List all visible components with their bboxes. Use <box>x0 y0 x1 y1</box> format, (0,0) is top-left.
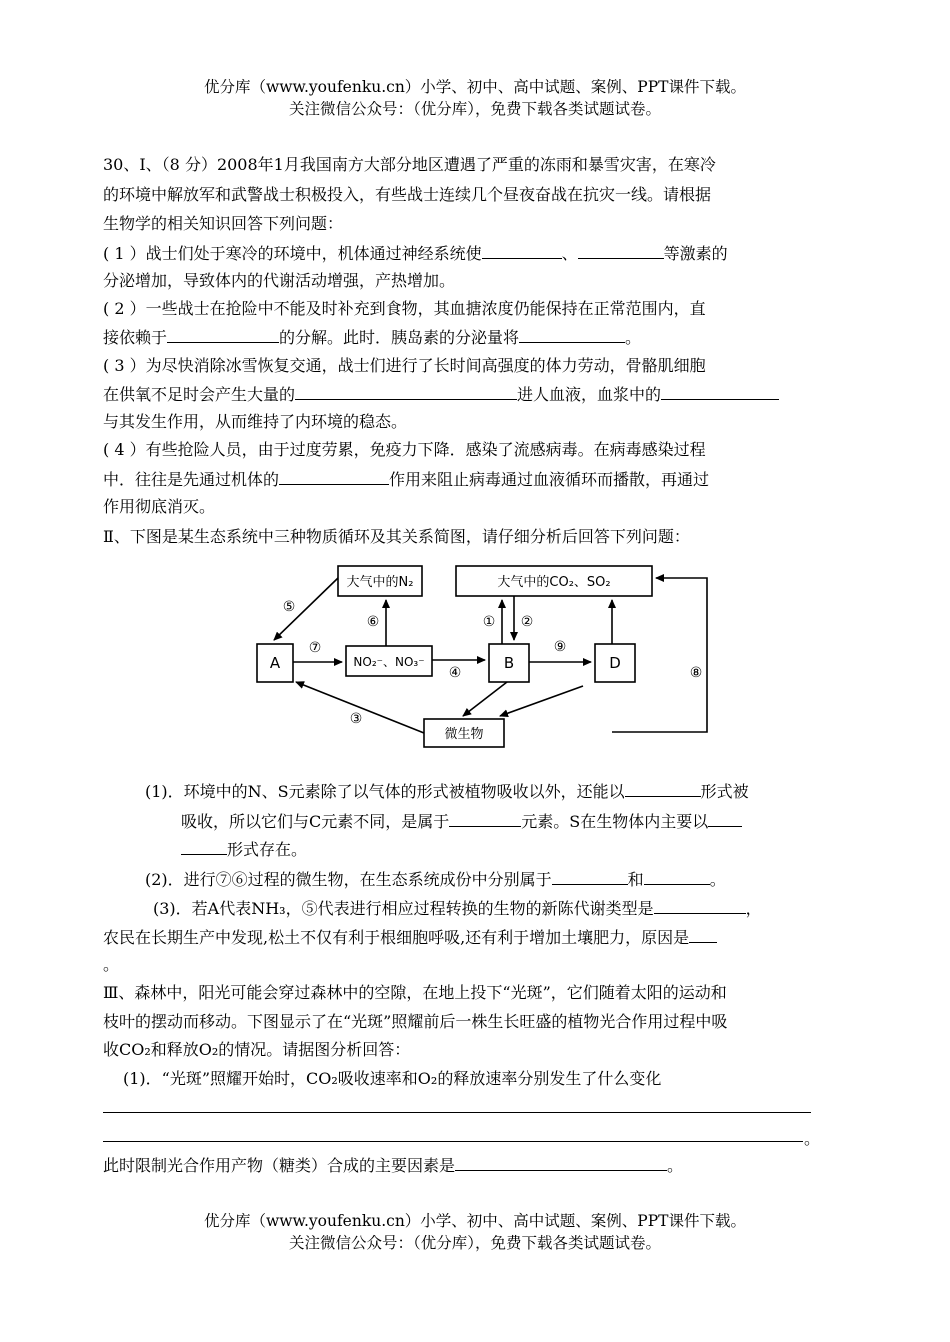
part2-q1-text-d: 元素。S在生物体内主要以 <box>521 812 709 831</box>
answer-blank-s-form-b[interactable] <box>181 836 227 855</box>
part2-q3-text-b: ， <box>745 899 762 918</box>
label-nox: NO₂⁻、NO₃⁻ <box>353 655 425 669</box>
part3-q1-text: (1)．“光斑”照耀开始时，CO₂吸收速率和O₂的释放速率分别发生了什么变化 <box>123 1069 662 1088</box>
answer-line-end-mark: 。 <box>804 1129 821 1148</box>
arrow-8 <box>612 578 707 732</box>
label-microbe: 微生物 <box>444 727 484 742</box>
num-2: ② <box>520 614 534 630</box>
part3-q1b-text: 此时限制光合作用产物（糖类）合成的主要因素是 <box>103 1156 456 1175</box>
label-co2-box: 大气中的CO₂、SO₂ <box>497 575 611 590</box>
num-6: ⑥ <box>366 614 380 630</box>
footer-line-1: 优分库（www.youfenku.cn）小学、初中、高中试题、案例、PPT课件下载。 <box>203 1212 747 1230</box>
q30-p4-text-b: 中．往往是先通过机体的 <box>103 470 280 489</box>
part2-q1-text-a: (1)．环境中的N、S元素除了以气体的形式被植物吸收以外，还能以 <box>145 782 625 801</box>
part2-intro: Ⅱ、下图是某生态系统中三种物质循环及其关系简图，请仔细分析后回答下列问题： <box>103 527 690 546</box>
q30-p1-text-c: 分泌增加，导致体内的代谢活动增强，产热增加。 <box>103 271 456 290</box>
num-7: ⑦ <box>308 640 322 656</box>
q30-p2-text-c: 的分解。此时．胰岛素的分泌量将 <box>279 328 520 347</box>
q30-p3-text-d: 与其发生作用，从而维持了内环境的稳态。 <box>103 412 408 431</box>
num-3: ③ <box>349 711 363 727</box>
part2-q2-text-b: 和 <box>627 870 644 889</box>
q30-p1-text-b: 等激素的 <box>663 244 728 263</box>
part2-q1-line2 <box>181 808 926 835</box>
q30-p4-text-c: 作用来阻止病毒通过血液循环而播散，再通过 <box>389 470 710 489</box>
q30-p1-sep: 、 <box>561 244 578 263</box>
q30-p3-text-a: ( 3 ）为尽快消除冰雪恢复交通，战士们进行了长时间高强度的体力劳动，骨骼肌细胞 <box>103 356 706 375</box>
part2-q1-text-e: 形式存在。 <box>227 840 308 859</box>
part2-q1-line3 <box>181 836 926 863</box>
part3-intro-2: 枝叶的摆动而移动。下图显示了在“光斑”照耀前后一株生长旺盛的植物光合作用过程中吸 <box>103 1012 728 1031</box>
header-line-2: 关注微信公众号：（优分库），免费下载各类试题试卷。 <box>288 100 661 118</box>
q30-intro-3: 生物学的相关知识回答下列问题： <box>103 214 344 233</box>
part3-q1c-text: 。 <box>667 1156 684 1175</box>
part2-q1-line1 <box>145 778 890 805</box>
arrow-d-microbe <box>500 686 583 716</box>
q30-p4-text-a: ( 4 ）有些抢险人员，由于过度劳累，免疫力下降．感染了流感病毒。在病毒感染过程 <box>103 440 706 459</box>
part2-q3-line2 <box>103 924 848 951</box>
part2-q3-text-d: 。 <box>103 955 120 974</box>
answer-blank-element[interactable] <box>449 808 521 827</box>
answer-blank-form[interactable] <box>625 778 701 797</box>
part3-intro-1: Ⅲ、森林中，阳光可能会穿过森林中的空隙，在地上投下“光斑”，它们随着太阳的运动和 <box>103 983 727 1002</box>
label-n2-box: 大气中的N₂ <box>346 575 414 590</box>
q30-p3-text-b: 在供氧不足时会产生大量的 <box>103 385 296 404</box>
footer-line-2: 关注微信公众号：（优分库），免费下载各类试题试卷。 <box>288 1234 661 1252</box>
part2-q2-line <box>145 866 890 893</box>
answer-blank-s-form-a[interactable] <box>708 808 742 827</box>
num-4: ④ <box>448 665 462 681</box>
label-d: D <box>609 654 621 672</box>
label-b: B <box>503 654 515 672</box>
q30-p2-text-b: 接依赖于 <box>103 328 168 347</box>
part3-q1-line2 <box>103 1152 848 1179</box>
arrow-b-microbe <box>463 682 507 716</box>
num-9: ⑨ <box>553 639 567 655</box>
answer-blank-metabolism[interactable] <box>654 895 746 914</box>
part2-q3-text-c: 农民在长期生产中发现,松土不仅有利于根细胞呼吸,还有利于增加土壤肥力，原因是 <box>103 928 690 947</box>
answer-blank-limiting-factor[interactable] <box>455 1152 667 1171</box>
q30-intro-1: 30、I、（8 分）2008年1月我国南方大部分地区遭遇了严重的冻雨和暴雪灾害，在寒冷 <box>103 155 716 174</box>
num-1: ① <box>482 614 496 630</box>
q30-p1-text-a: ( 1 ）战士们处于寒冷的环境中，机体通过神经系统使 <box>103 244 482 263</box>
part2-q2-text-c: 。 <box>709 870 726 889</box>
part3-intro-3: 收CO₂和释放O₂的情况。请据图分析回答： <box>103 1040 411 1059</box>
answer-blank-component-1[interactable] <box>552 866 628 885</box>
answer-blank-component-2[interactable] <box>644 866 710 885</box>
part2-q1-text-c: 吸收，所以它们与C元素不同，是属于 <box>181 812 450 831</box>
q30-p2-text-d: 。 <box>625 328 642 347</box>
header-line-1: 优分库（www.youfenku.cn）小学、初中、高中试题、案例、PPT课件下载。 <box>203 78 747 96</box>
answer-line-1[interactable] <box>103 1112 811 1113</box>
part2-q2-text-a: (2)．进行⑦⑥过程的微生物，在生态系统成份中分别属于 <box>145 870 552 889</box>
part2-q3-text-a: (3)．若A代表NH₃，⑤代表进行相应过程转换的生物的新陈代谢类型是 <box>153 899 654 918</box>
label-a: A <box>269 654 281 672</box>
part2-q3-line1 <box>153 895 898 922</box>
num-8: ⑧ <box>689 665 703 681</box>
part2-q1-text-b: 形式被 <box>700 782 749 801</box>
q30-intro-2: 的环境中解放军和武警战士积极投入，有些战士连续几个昼夜奋战在抗灾一线。请根据 <box>103 185 712 204</box>
q30-p2-text-a: ( 2 ）一些战士在抢险中不能及时补充到食物，其血搪浓度仍能保持在正常范围内，直 <box>103 299 706 318</box>
answer-blank-reason[interactable] <box>689 924 717 943</box>
q30-p3-text-c: 进人血液，血浆中的 <box>517 385 662 404</box>
answer-line-2[interactable] <box>103 1141 803 1142</box>
q30-p4-text-d: 作用彻底消灭。 <box>103 497 216 516</box>
num-5: ⑤ <box>282 599 296 615</box>
